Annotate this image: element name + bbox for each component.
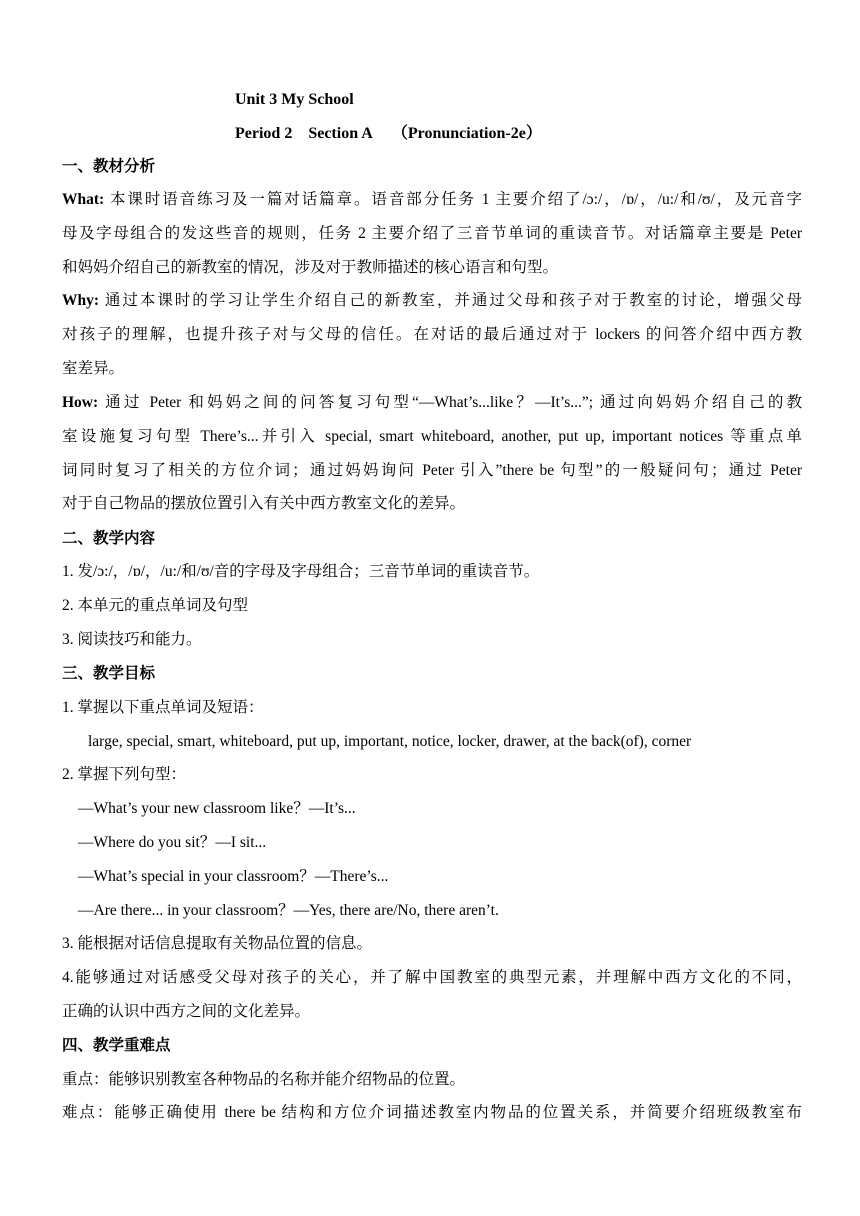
how-label: How:: [62, 394, 99, 411]
heading-key-points: 四、教学重难点: [62, 1037, 171, 1054]
sentence-pattern-1: —What’s your new classroom like？—It’s...: [78, 800, 356, 817]
key-point-difficulty: 难点：能够正确使用 there be 结构和方位介词描述教室内物品的位置关系，并简要介绍班级教室布: [62, 1104, 802, 1121]
how-line-3: 词同时复习了相关的方位介词；通过妈妈询问 Peter 引入”there be 句型”的一般疑问句；通过 Peter: [62, 462, 802, 479]
doc-title: Unit 3 My School: [235, 91, 354, 108]
doc-subtitle: Period 2 Section A （Pronunciation-2e）: [235, 125, 542, 142]
goals-item-4-line-1: 4.能够通过对话感受父母对孩子的关心，并了解中国教室的典型元素，并理解中西方文化的不同，: [62, 969, 802, 986]
what-line-2: 母及字母组合的发这些音的规则，任务 2 主要介绍了三音节单词的重读音节。对话篇章主要是 Peter: [62, 225, 802, 242]
why-line-2: 对孩子的理解，也提升孩子对与父母的信任。在对话的最后通过对于 lockers 的问答介绍中西方教: [62, 326, 802, 343]
goals-item-3: 3. 能根据对话信息提取有关物品位置的信息。: [62, 935, 373, 952]
content-item-2: 2. 本单元的重点单词及句型: [62, 597, 249, 614]
why-line-1: [62, 291, 802, 311]
goals-item-2: 2. 掌握下列句型：: [62, 766, 187, 783]
how-line-4: 对于自己物品的摆放位置引入有关中西方教室文化的差异。: [62, 495, 466, 512]
how-text-1: 通过 Peter 和妈妈之间的问答复习句型“—What’s...like？—It’s...”; 通过向妈妈介绍自己的教: [98, 394, 802, 411]
sentence-pattern-3: —What’s special in your classroom？—There’s...: [78, 868, 389, 885]
heading-content: 二、教学内容: [62, 530, 156, 547]
what-text-1: 本课时语音练习及一篇对话篇章。语音部分任务 1 主要介绍了/ɔ:/，/ɒ/，/u:/和/ʊ/，及元音字: [104, 191, 802, 208]
heading-goals: 三、教学目标: [62, 665, 156, 682]
why-label: Why:: [62, 292, 100, 309]
sentence-pattern-2: —Where do you sit？—I sit...: [78, 834, 267, 851]
what-line-3: 和妈妈介绍自己的新教室的情况，涉及对于教师描述的核心语言和句型。: [62, 259, 559, 276]
goals-item-1: 1. 掌握以下重点单词及短语：: [62, 699, 264, 716]
what-label: What:: [62, 191, 105, 208]
why-text-1: 通过本课时的学习让学生介绍自己的新教室，并通过父母和孩子对于教室的讨论，增强父母: [99, 292, 802, 309]
goals-item-4-line-2: 正确的认识中西方之间的文化差异。: [62, 1003, 311, 1020]
content-item-3: 3. 阅读技巧和能力。: [62, 631, 202, 648]
what-line-1: [62, 190, 802, 210]
how-line-1: [62, 393, 802, 413]
content-item-1: 1. 发/ɔ:/，/ɒ/，/u:/和/ʊ/音的字母及字母组合；三音节单词的重读音节。: [62, 563, 540, 580]
sentence-pattern-4: —Are there... in your classroom？—Yes, there are/No, there aren’t.: [78, 902, 499, 919]
how-line-2: 室设施复习句型 There’s...并引入 special, smart whiteboard, another, put up, important notices 等重点单: [62, 428, 802, 445]
why-line-3: 室差异。: [62, 360, 125, 377]
heading-analysis: 一、教材分析: [62, 158, 156, 175]
goals-word-list: large, special, smart, whiteboard, put up, important, notice, locker, drawer, at the back(of), corner: [88, 733, 692, 750]
key-point-focus: 重点：能够识别教室各种物品的名称并能介绍物品的位置。: [62, 1071, 466, 1088]
